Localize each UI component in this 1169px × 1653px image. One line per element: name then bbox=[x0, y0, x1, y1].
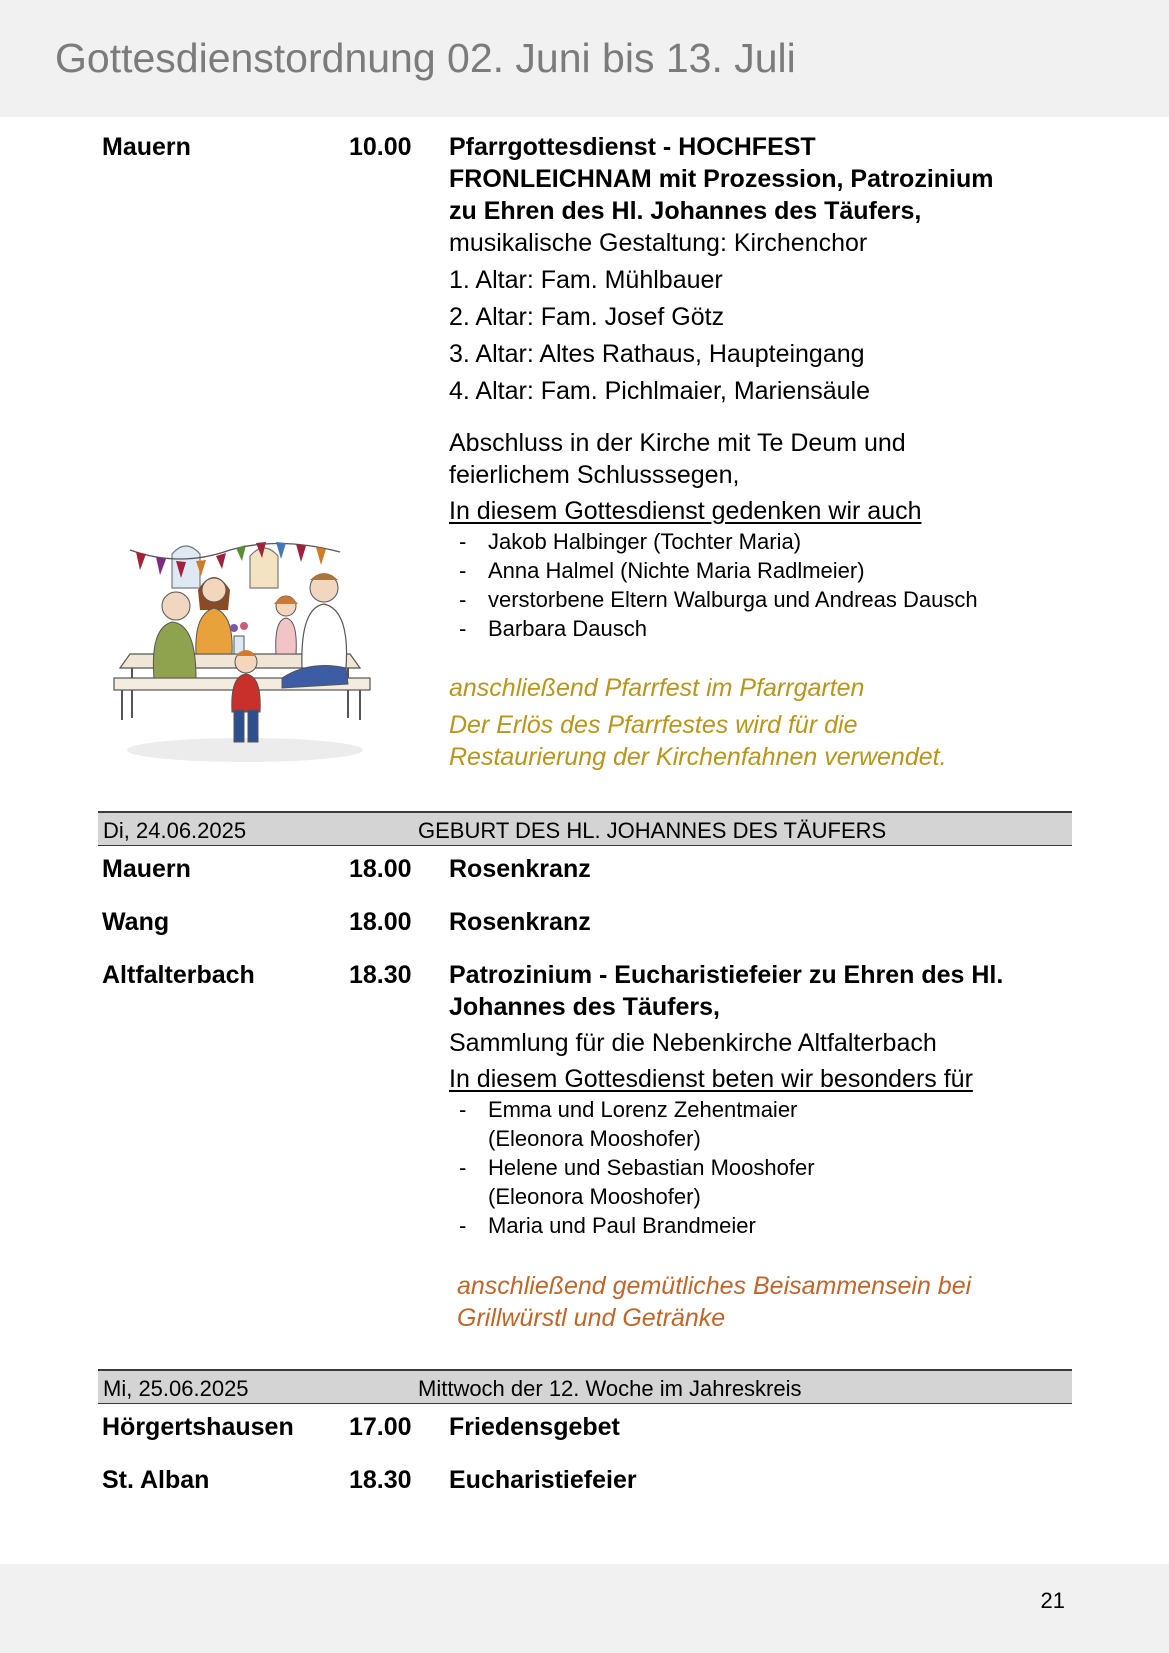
footer-band bbox=[0, 1564, 1169, 1653]
block1-title-line: FRONLEICHNAM mit Prozession, Patrozinium bbox=[449, 165, 994, 193]
entry-title: Rosenkranz bbox=[449, 855, 591, 883]
day-feast: GEBURT DES HL. JOHANNES DES TÄUFERS bbox=[418, 818, 887, 843]
memorial-name: Anna Halmel (Nichte Maria Radlmeier) bbox=[488, 558, 865, 583]
block1-content bbox=[449, 131, 993, 773]
list-dash: - bbox=[459, 616, 467, 641]
list-item bbox=[449, 556, 993, 585]
entry-time: 18.30 bbox=[349, 1466, 412, 1494]
memorial-name: Jakob Halbinger (Tochter Maria) bbox=[488, 529, 802, 554]
day-header-row bbox=[98, 1369, 1072, 1404]
altar-item: 4. Altar: Fam. Pichlmaier, Mariensäule bbox=[449, 377, 870, 405]
day-header-row bbox=[98, 811, 1072, 846]
list-item bbox=[449, 1095, 1003, 1153]
parish-fest-illustration bbox=[110, 528, 380, 766]
memorial-name: verstorbene Eltern Walburga und Andreas Dausch bbox=[488, 587, 978, 612]
list-item bbox=[449, 1211, 1003, 1240]
list-item bbox=[449, 614, 993, 643]
prayer-relation: (Eleonora Mooshofer) bbox=[488, 1126, 701, 1151]
collection-note: Sammlung für die Nebenkirche Altfalterbach bbox=[449, 1029, 937, 1057]
page-number: 21 bbox=[1040, 1588, 1065, 1613]
list-dash: - bbox=[459, 587, 467, 612]
list-dash: - bbox=[459, 1213, 467, 1238]
block2-content bbox=[449, 959, 1003, 1334]
entry-time: 18.00 bbox=[349, 908, 412, 936]
list-dash: - bbox=[459, 1155, 467, 1180]
block1-title-line: Pfarrgottesdienst - HOCHFEST bbox=[449, 133, 816, 161]
prayer-name: Maria und Paul Brandmeier bbox=[488, 1213, 756, 1238]
page-title: Gottesdienstordnung 02. Juni bis 13. Juli bbox=[55, 35, 796, 81]
parish-fest-note: Restaurierung der Kirchenfahnen verwendet. bbox=[449, 743, 947, 771]
memorial-list bbox=[449, 527, 993, 643]
list-item bbox=[449, 527, 993, 556]
block1-time: 10.00 bbox=[349, 133, 412, 161]
block2-title-line: Johannes des Täufers, bbox=[449, 993, 720, 1021]
entry-title: Eucharistiefeier bbox=[449, 1466, 637, 1494]
prayer-list bbox=[449, 1095, 1003, 1240]
altar-item: 3. Altar: Altes Rathaus, Haupteingang bbox=[449, 340, 865, 368]
parish-fest-note: Der Erlös des Pfarrfestes wird für die bbox=[449, 711, 858, 739]
block1-music: musikalische Gestaltung: Kirchenchor bbox=[449, 229, 868, 257]
prayer-name: Emma und Lorenz Zehentmaier bbox=[488, 1097, 798, 1122]
block1-title-line: zu Ehren des Hl. Johannes des Täufers, bbox=[449, 197, 922, 225]
block2-title-line: Patrozinium - Eucharistiefeier zu Ehren des Hl. bbox=[449, 961, 1004, 989]
entry-time: 18.00 bbox=[349, 855, 412, 883]
block1-place: Mauern bbox=[102, 133, 191, 161]
prayer-relation: (Eleonora Mooshofer) bbox=[488, 1184, 701, 1209]
entry-place: Wang bbox=[102, 908, 170, 936]
prayer-heading: In diesem Gottesdienst beten wir besonders für bbox=[449, 1065, 973, 1093]
memorial-name: Barbara Dausch bbox=[488, 616, 647, 641]
altar-item: 1. Altar: Fam. Mühlbauer bbox=[449, 266, 723, 294]
memorial-heading: In diesem Gottesdienst gedenken wir auch bbox=[449, 497, 922, 525]
entry-place: Mauern bbox=[102, 855, 191, 883]
parish-fest-note: anschließend Pfarrfest im Pfarrgarten bbox=[449, 674, 865, 702]
closing-line: Abschluss in der Kirche mit Te Deum und bbox=[449, 429, 906, 457]
prayer-name: Helene und Sebastian Mooshofer bbox=[488, 1155, 815, 1180]
list-item bbox=[449, 585, 993, 614]
entry-title: Rosenkranz bbox=[449, 908, 591, 936]
list-dash: - bbox=[459, 1097, 467, 1122]
day-date: Di, 24.06.2025 bbox=[103, 818, 247, 843]
list-item bbox=[449, 1153, 1003, 1211]
altar-item: 2. Altar: Fam. Josef Götz bbox=[449, 303, 725, 331]
day-date: Mi, 25.06.2025 bbox=[103, 1376, 249, 1401]
list-dash: - bbox=[459, 558, 467, 583]
gathering-note: Grillwürstl und Getränke bbox=[457, 1304, 726, 1332]
entry-place: Hörgertshausen bbox=[102, 1413, 294, 1441]
block2-time: 18.30 bbox=[349, 961, 412, 989]
day-feast: Mittwoch der 12. Woche im Jahreskreis bbox=[418, 1376, 802, 1401]
gathering-note: anschließend gemütliches Beisammensein bei bbox=[457, 1272, 972, 1300]
closing-line: feierlichem Schlusssegen, bbox=[449, 461, 740, 489]
list-dash: - bbox=[459, 529, 467, 554]
entry-place: St. Alban bbox=[102, 1466, 210, 1494]
entry-time: 17.00 bbox=[349, 1413, 412, 1441]
block2-place: Altfalterbach bbox=[102, 961, 255, 989]
entry-title: Friedensgebet bbox=[449, 1413, 620, 1441]
